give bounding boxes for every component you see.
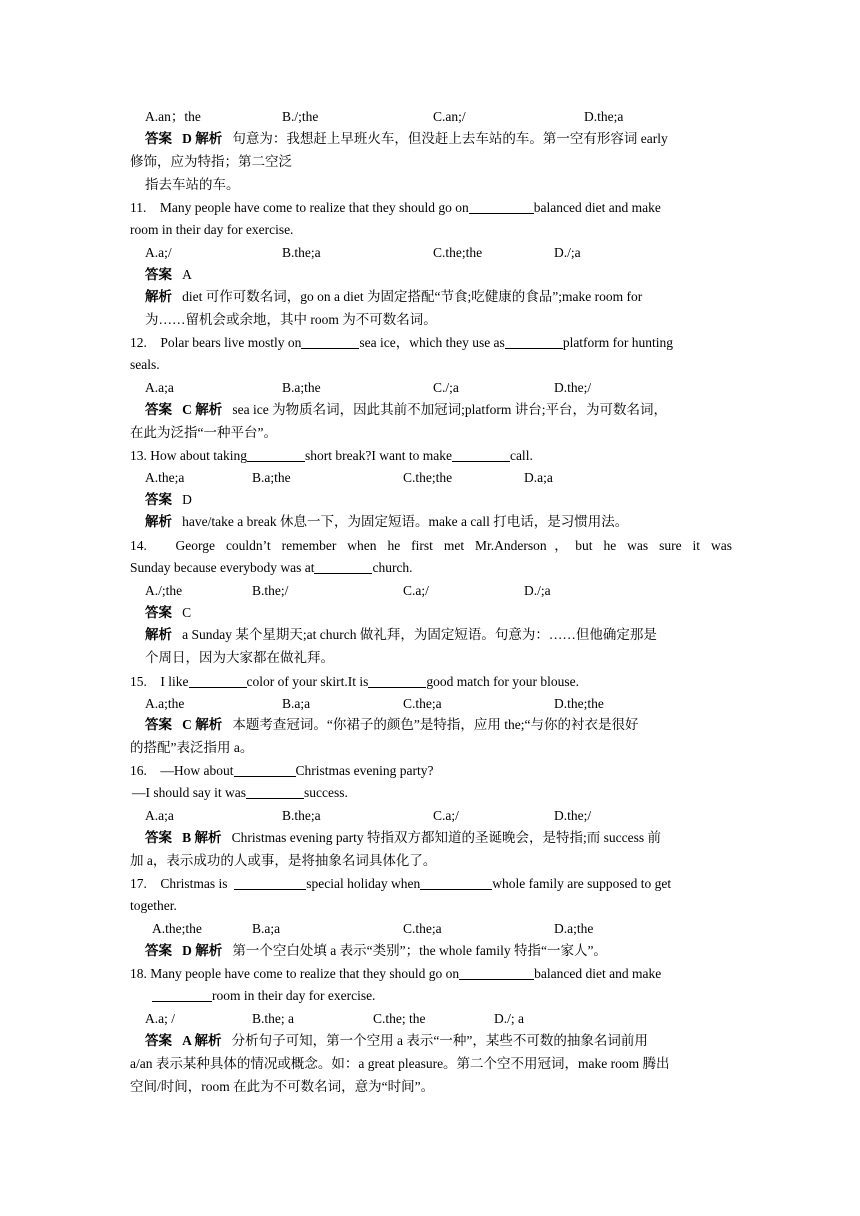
question-text: whole family are supposed to get	[492, 876, 672, 891]
option-c: C.the;a	[403, 696, 442, 711]
blank	[452, 447, 510, 462]
option-d: D./;a	[554, 245, 581, 260]
answer-line	[145, 1031, 732, 1051]
question-16	[130, 761, 732, 781]
question-18	[130, 964, 732, 984]
option-d: D./;a	[524, 583, 551, 598]
question-text: color of your skirt.It is	[246, 674, 369, 689]
explanation-line: 为……留机会或余地，其中 room 为不可数名词。	[145, 312, 437, 327]
option-c: C.an;/	[433, 109, 466, 124]
blank	[234, 762, 296, 777]
option-b: B.the;a	[282, 245, 321, 260]
question-text: good match for your blouse.	[426, 674, 579, 689]
option-a: A.the;the	[152, 921, 202, 936]
question-text: together.	[130, 898, 177, 913]
option-a: A.the;a	[145, 470, 185, 485]
explanation-text: 本题考查冠词。“你裙子的颜色”是特指，应用 the;“与你的衬衣是很好	[232, 717, 639, 732]
blank	[420, 875, 492, 890]
answer-line	[145, 603, 732, 623]
question-text: short break?I want to make	[305, 448, 452, 463]
blank	[459, 965, 534, 980]
answer-value: C 解析	[182, 717, 223, 732]
explanation-line: 空间/时间，room 在此为不可数名词，意为“时间”。	[130, 1079, 435, 1094]
option-b: B.the;/	[252, 583, 289, 598]
option-b: B.a;the	[252, 470, 291, 485]
explanation-label: 解析	[145, 289, 172, 304]
explanation-line	[145, 625, 732, 645]
blank	[246, 784, 304, 799]
question-text: —I should say it was	[132, 785, 246, 800]
explanation-line	[145, 512, 732, 532]
answer-label: 答案	[145, 830, 172, 845]
question-text: 16. —How about	[130, 763, 234, 778]
option-d: D.a;a	[524, 470, 553, 485]
question-text: 15. I like	[130, 674, 189, 689]
option-c: C.the;the	[403, 470, 453, 485]
option-a: A.a;the	[145, 696, 185, 711]
explanation-text: a Sunday 某个星期天;at church 做礼拜，为固定短语。句意为：……但他确定那是	[182, 627, 657, 642]
question-text: church.	[372, 560, 413, 575]
option-b: B.the;a	[282, 808, 321, 823]
answer-line	[145, 265, 732, 285]
question-text: special holiday when	[306, 876, 421, 891]
option-c: C.the; the	[373, 1011, 426, 1026]
answer-line	[145, 828, 732, 848]
answer-line	[145, 400, 732, 420]
explanation-text: sea ice 为物质名词，因此其前不加冠词;platform 讲台;平台，为可数名词，	[232, 402, 667, 417]
option-b: B./;the	[282, 109, 319, 124]
answer-label: 答案	[145, 492, 172, 507]
explanation-text: 句意为：我想赶上早班火车，但没赶上去车站的车。第一空有形容词 early	[232, 131, 668, 146]
question-text: sea ice，which they use as	[359, 335, 505, 350]
option-b: B.the; a	[252, 1011, 294, 1026]
question-text: 13. How about taking	[130, 448, 247, 463]
option-d: D.a;the	[554, 921, 594, 936]
explanation-text: 第一个空白处填 a 表示“类别”；the whole family 特指“一家人”。	[232, 943, 607, 958]
answer-value: B 解析	[182, 830, 222, 845]
question-text: call.	[509, 448, 533, 463]
option-b: B.a;the	[282, 380, 321, 395]
option-a: A.a;a	[145, 808, 174, 823]
option-d: D./; a	[494, 1011, 524, 1026]
explanation-line	[145, 287, 732, 307]
answer-line	[145, 129, 732, 149]
explanation-line: 在此为泛指“一种平台”。	[130, 425, 277, 440]
answer-value: D 解析	[182, 943, 223, 958]
explanation-line: 修饰，应为特指；第二空泛	[130, 154, 292, 169]
explanation-label: 解析	[145, 514, 172, 529]
explanation-line: a/an 表示某种具体的情况或概念。如：a great pleasure。第二个空不用冠词，make room 腾出	[130, 1056, 670, 1071]
answer-value: A 解析	[182, 1033, 222, 1048]
explanation-text: have/take a break 休息一下，为固定短语。make a call 打电话，是习惯用法。	[182, 514, 629, 529]
blank	[189, 673, 247, 688]
explanation-label: 解析	[145, 627, 172, 642]
answer-label: 答案	[145, 717, 172, 732]
question-text: 11. Many people have come to realize that they should go on	[130, 200, 469, 215]
question-text: success.	[304, 785, 348, 800]
blank	[505, 334, 563, 349]
answer-line	[145, 490, 732, 510]
answer-line	[145, 941, 732, 961]
option-c: C.a;/	[403, 583, 429, 598]
question-text: 17. Christmas is	[130, 876, 228, 891]
question-text: balanced diet and make	[534, 966, 662, 981]
option-b: B.a;a	[252, 921, 281, 936]
option-d: D.the;/	[554, 380, 592, 395]
question-text: room in their day for exercise.	[212, 988, 376, 1003]
option-d: D.the;/	[554, 808, 592, 823]
blank	[247, 447, 305, 462]
answer-label: 答案	[145, 943, 172, 958]
option-c: C./;a	[433, 380, 459, 395]
question-16-line2	[132, 783, 734, 803]
option-d: D.the;the	[554, 696, 604, 711]
explanation-line: 的搭配”表泛指用 a。	[130, 740, 254, 755]
option-a: A.an；the	[145, 109, 201, 124]
option-c: C.a;/	[433, 808, 459, 823]
question-text: seals.	[130, 357, 160, 372]
option-d: D.the;a	[584, 109, 624, 124]
answer-label: 答案	[145, 131, 172, 146]
question-text: 12. Polar bears live mostly on	[130, 335, 302, 350]
question-text: 18. Many people have come to realize that they should go on	[130, 966, 460, 981]
explanation-line: 加 a，表示成功的人或事，是将抽象名词具体化了。	[130, 853, 437, 868]
question-text: platform for hunting	[562, 335, 674, 350]
blank	[234, 875, 306, 890]
option-c: C.the;the	[433, 245, 483, 260]
question-text: room in their day for exercise.	[130, 222, 294, 237]
question-text: Sunday because everybody was at	[130, 560, 315, 575]
question-17	[130, 874, 732, 894]
answer-label: 答案	[145, 402, 172, 417]
answer-value: A	[182, 267, 192, 282]
blank	[301, 334, 359, 349]
question-11	[130, 198, 732, 218]
explanation-text: diet 可作可数名词，go on a diet 为固定搭配“节食;吃健康的食品”;make room for	[182, 289, 643, 304]
option-a: A.a; /	[145, 1011, 175, 1026]
question-14: 14. George couldn’t remember when he first met Mr.Anderson，but he was sure it was	[130, 538, 732, 553]
explanation-text: Christmas evening party 特指双方都知道的圣诞晚会，是特指;而 success 前	[231, 830, 661, 845]
option-b: B.a;a	[282, 696, 311, 711]
blank	[368, 673, 426, 688]
question-12	[130, 333, 732, 353]
answer-label: 答案	[145, 605, 172, 620]
blank	[152, 987, 212, 1002]
question-text: Christmas evening party?	[295, 763, 434, 778]
blank	[314, 559, 372, 574]
option-a: A.a;a	[145, 380, 174, 395]
question-15	[130, 672, 732, 692]
answer-value: C	[182, 605, 192, 620]
option-c: C.the;a	[403, 921, 442, 936]
question-text: balanced diet and make	[533, 200, 661, 215]
explanation-line: 指去车站的车。	[145, 177, 240, 192]
option-a: A.a;/	[145, 245, 172, 260]
blank	[469, 199, 534, 214]
answer-label: 答案	[145, 267, 172, 282]
question-13	[130, 446, 732, 466]
answer-label: 答案	[145, 1033, 172, 1048]
explanation-text: 分析句子可知，第一个空用 a 表示“一种”，某些不可数的抽象名词前用	[231, 1033, 648, 1048]
option-a: A./;the	[145, 583, 183, 598]
question-18-line2	[152, 986, 754, 1006]
answer-value: D	[182, 492, 192, 507]
answer-value: C 解析	[182, 402, 223, 417]
answer-line	[145, 715, 732, 735]
answer-value: D 解析	[182, 131, 223, 146]
question-14-line2	[130, 558, 732, 578]
explanation-line: 个周日，因为大家都在做礼拜。	[145, 650, 334, 665]
